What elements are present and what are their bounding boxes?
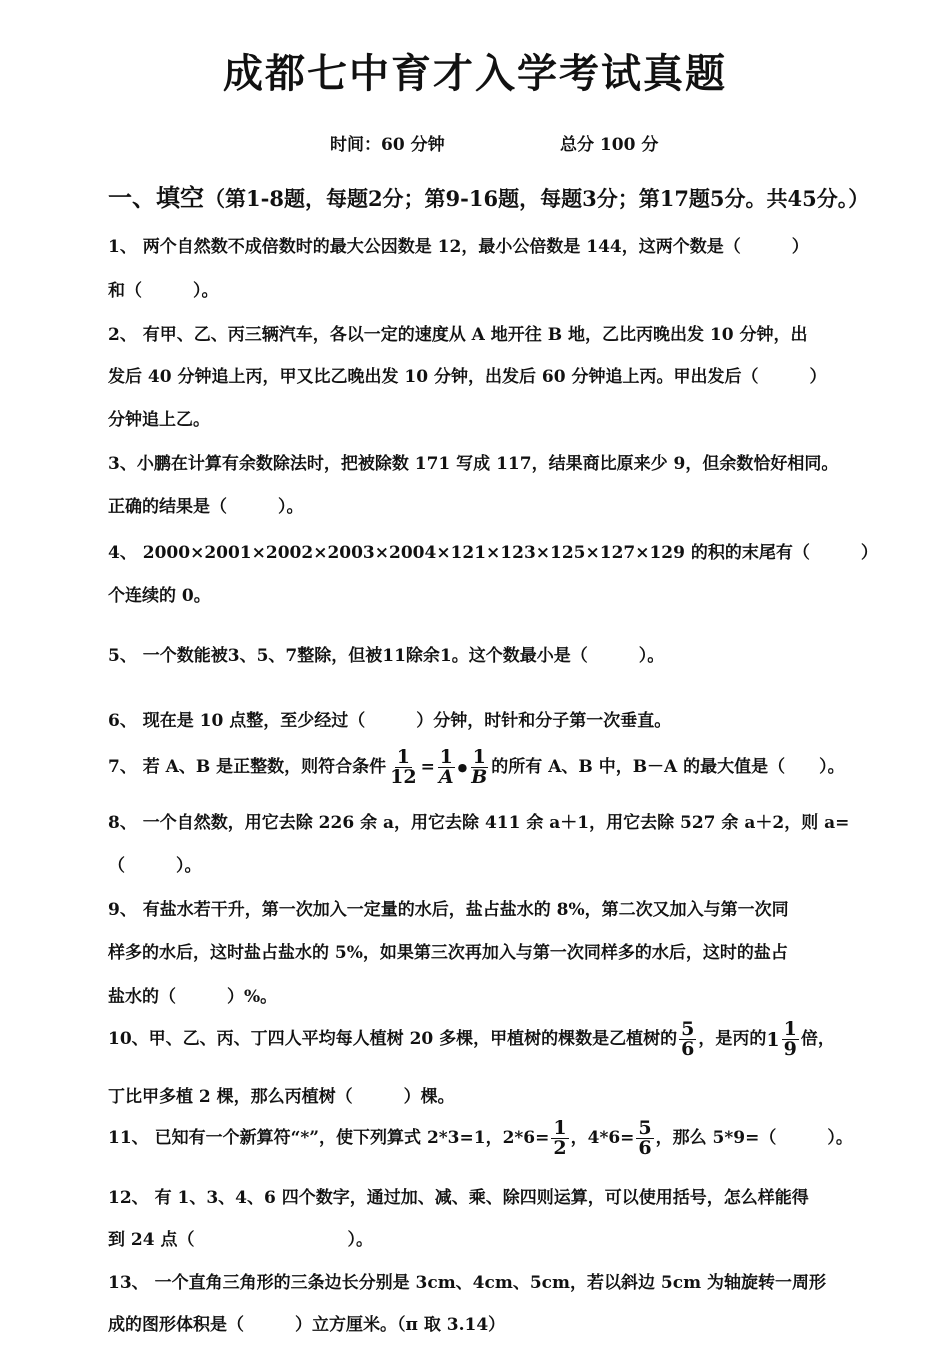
question-text: 有甲、乙、丙三辆汽车，各以一定的速度从 A 地开往 B 地，乙比丙晚出发 10 分钟，出 (142, 325, 808, 345)
question-3-line-2: 正确的结果是（ ）。 (108, 497, 304, 517)
question-7 (108, 748, 845, 787)
question-text: 有 1、3、4、6 四个数字，通过加、减、乘、除四则运算，可以使用括号，怎么样能得 (154, 1188, 809, 1208)
question-9 (108, 895, 789, 920)
question-text: 两个自然数不成倍数时的最大公因数是 12，最小公倍数是 144，这两个数是（ ） (142, 237, 809, 257)
question-1-line-2: 和（ ）。 (108, 281, 219, 301)
question-2 (108, 320, 808, 345)
question-13 (108, 1268, 826, 1293)
question-number: 5、 (108, 646, 137, 666)
question-9-line-2: 样多的水后，这时盐占盐水的 5%，如果第三次再加入与第一次同样多的水后，这时的盐占 (108, 943, 788, 963)
section-note: （第1-8题，每题2分；第9-16题，每题3分；第17题5分。共45分。） (204, 186, 870, 211)
question-text: 一个直角三角形的三条边长分别是 3cm、4cm、5cm，若以斜边 5cm 为轴旋转一周形 (154, 1273, 827, 1293)
question-5 (108, 641, 664, 666)
question-10 (108, 1020, 835, 1059)
question-number: 8、 (108, 813, 137, 833)
question-9-line-3: 盐水的（ ）%。 (108, 987, 278, 1007)
question-13-line-2: 成的图形体积是（ ）立方厘米。（π 取 3.14） (108, 1315, 506, 1335)
question-text-pre: 若 A、B 是正整数，则符合条件 (142, 757, 387, 777)
question-1 (108, 232, 809, 257)
question-number: 3、 (108, 454, 137, 474)
fraction-1-2: $\frac{1}{2}$ (553, 1117, 567, 1159)
question-text: 现在是 10 点整，至少经过（ ）分钟，时针和分子第一次垂直。 (142, 711, 672, 731)
question-text-mid: ，4*6= (570, 1128, 635, 1148)
fraction-5-6b: $\frac{5}{6}$ (638, 1117, 652, 1159)
fraction-1-b: $\frac{1}{B}$ (471, 746, 488, 788)
fraction-1-12: $\frac{1}{12}$ (390, 746, 417, 788)
question-6 (108, 706, 671, 731)
question-text: 小鹏在计算有余数除法时，把被除数 171 写成 117，结果商比原来少 9，但余数恰好相同。 (136, 454, 839, 474)
multiply-dot: ● (457, 761, 468, 774)
question-text: 一个自然数，用它去除 226 余 a，用它去除 411 余 a＋1，用它去除 527 余 a＋2，则 a= (142, 813, 850, 833)
question-2-line-2: 发后 40 分钟追上丙，甲又比乙晚出发 10 分钟，出发后 60 分钟追上丙。甲出发后（ ） (108, 367, 827, 387)
question-text: 有盐水若干升，第一次加入一定量的水后，盐占盐水的 8%，第二次又加入与第一次同 (142, 900, 789, 920)
question-10-line-2: 丁比甲多植 2 棵，那么丙植树（ ）棵。 (108, 1087, 455, 1107)
question-3 (108, 449, 838, 474)
question-8-line-2: （ ）。 (108, 856, 202, 876)
question-text: 一个数能被3、5、7整除，但被11除余1。这个数最小是（ ）。 (142, 646, 665, 666)
question-12 (108, 1183, 809, 1208)
question-8 (108, 808, 849, 833)
time-label: 时间：60 分钟 (330, 135, 445, 155)
score-label: 总分 100 分 (560, 135, 659, 155)
question-4 (108, 538, 878, 563)
question-number: 7、 (108, 757, 137, 777)
question-number: 2、 (108, 325, 137, 345)
question-12-line-2: 到 24 点（ ）。 (108, 1230, 373, 1250)
question-number: 1、 (108, 237, 137, 257)
question-number: 10、 (108, 1029, 149, 1049)
equals-sign: = (420, 757, 435, 777)
question-text-post: 倍， (800, 1029, 835, 1049)
question-number: 4、 (108, 543, 137, 563)
page-title: 成都七中育才入学考试真题 (223, 50, 727, 97)
question-number: 12、 (108, 1188, 149, 1208)
fraction-5-6: $\frac{5}{6}$ (681, 1018, 695, 1060)
question-text-post: ，那么 5*9=（ ）。 (655, 1128, 853, 1148)
question-number: 6、 (108, 711, 137, 731)
question-text-pre: 甲、乙、丙、丁四人平均每人植树 20 多棵，甲植树的棵数是乙植树的 (148, 1029, 678, 1049)
question-text-post: 的所有 A、B 中，B－A 的最大值是（ ）。 (491, 757, 845, 777)
section-heading (108, 178, 869, 213)
question-number: 13、 (108, 1273, 149, 1293)
question-4-line-2: 个连续的 0。 (108, 586, 211, 606)
mixed-number-1-1-9: 1 $\frac{1}{9}$ (766, 1018, 797, 1060)
section-title: 一、填空 (108, 183, 204, 212)
question-text: 2000×2001×2002×2003×2004×121×123×125×127×129 的积的末尾有（ ） (142, 543, 878, 563)
fraction-1-a: $\frac{1}{A}$ (438, 746, 454, 788)
question-2-line-3: 分钟追上乙。 (108, 410, 210, 430)
question-number: 9、 (108, 900, 137, 920)
question-11 (108, 1119, 853, 1158)
question-text-mid: ，是丙的 (698, 1029, 767, 1049)
question-text-pre: 已知有一个新算符“*”，使下列算式 2*3=1，2*6= (154, 1128, 550, 1148)
question-number: 11、 (108, 1128, 149, 1148)
